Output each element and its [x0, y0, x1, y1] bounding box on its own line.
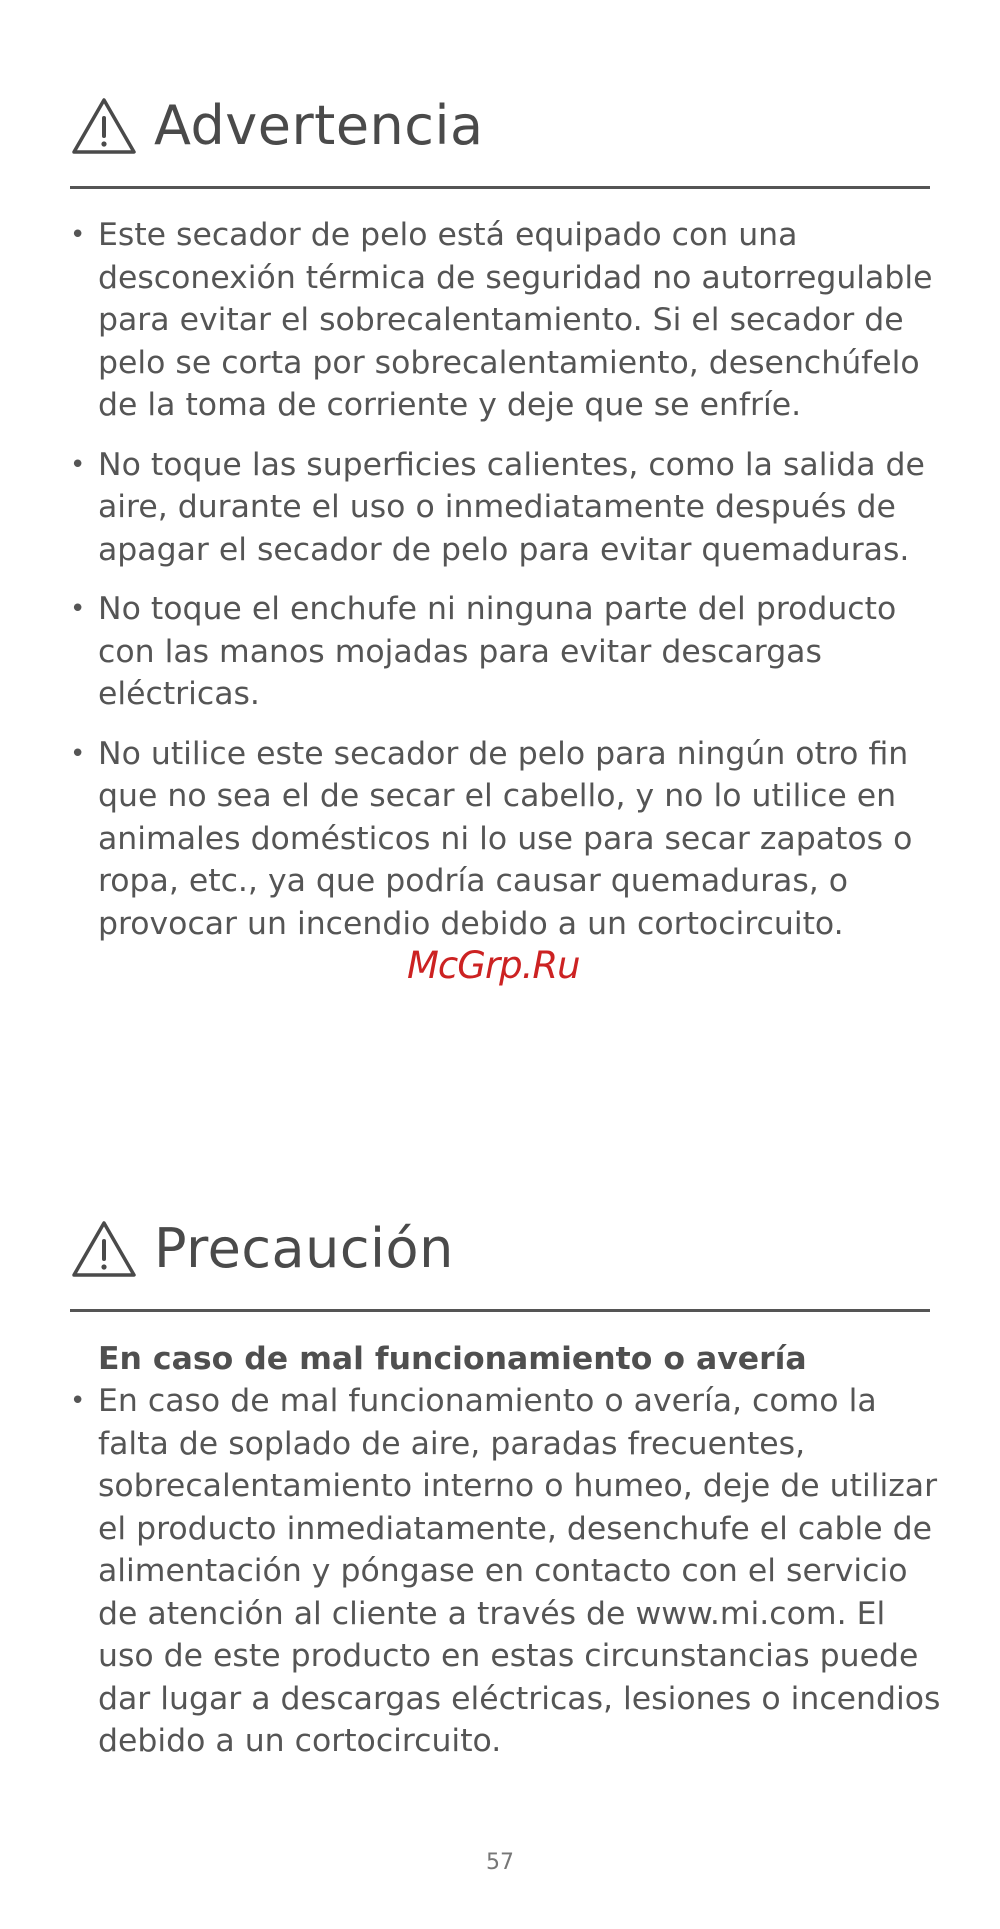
bullet-icon: • — [70, 220, 86, 250]
list-item: • No toque las superficies calientes, como la salida de aire, durante el uso o inmediatamente después de apagar el secador de pelo para evitar quemaduras. — [70, 444, 950, 572]
bullet-icon: • — [70, 1386, 86, 1416]
list-item: • En caso de mal funcionamiento o avería, como la falta de soplado de aire, paradas frecuentes, sobrecalentamiento interno o humeo, deje de utilizar el producto inmediatamente, desenchufe el cable de alimentación y póngase en contacto con el servicio de atención al cliente a través de www.mi.com. El uso de este producto en estas circunstancias puede dar lugar a descargas eléctricas, lesiones o incendios debido a un cortocircuito. — [70, 1380, 950, 1763]
warning-triangle-icon — [70, 96, 138, 156]
watermark: McGrp.Ru — [407, 944, 580, 987]
caution-subheading: En caso de mal funcionamiento o avería — [98, 1341, 807, 1377]
bullet-icon: • — [70, 449, 86, 480]
page-number: 57 — [486, 1850, 514, 1875]
list-item: • No toque el enchufe ni ninguna parte del producto con las manos mojadas para evitar descargas eléctricas. — [70, 588, 950, 716]
list-item: • Este secador de pelo está equipado con una desconexión térmica de seguridad no autorregulable para evitar el sobrecalentamiento. Si el secador de pelo se corta por sobrecalentamiento, desenchúfelo de la toma de corriente y deje que se enfríe. — [70, 214, 950, 427]
warning-title: Advertencia — [154, 94, 484, 157]
bullet-icon: • — [70, 738, 86, 769]
warning-list — [70, 214, 950, 962]
caution-header — [70, 1219, 930, 1312]
warning-triangle-icon — [70, 1219, 138, 1279]
bullet-icon: • — [70, 594, 86, 624]
caution-title: Precaución — [154, 1217, 454, 1280]
list-item: • No utilice este secador de pelo para ningún otro fin que no sea el de secar el cabello, y no lo utilice en animales domésticos ni lo use para secar zapatos o ropa, etc., ya que podría causar quemaduras, o provocar un incendio debido a un cortocircuito. — [70, 733, 950, 946]
warning-header — [70, 96, 930, 189]
caution-list — [70, 1380, 950, 1780]
